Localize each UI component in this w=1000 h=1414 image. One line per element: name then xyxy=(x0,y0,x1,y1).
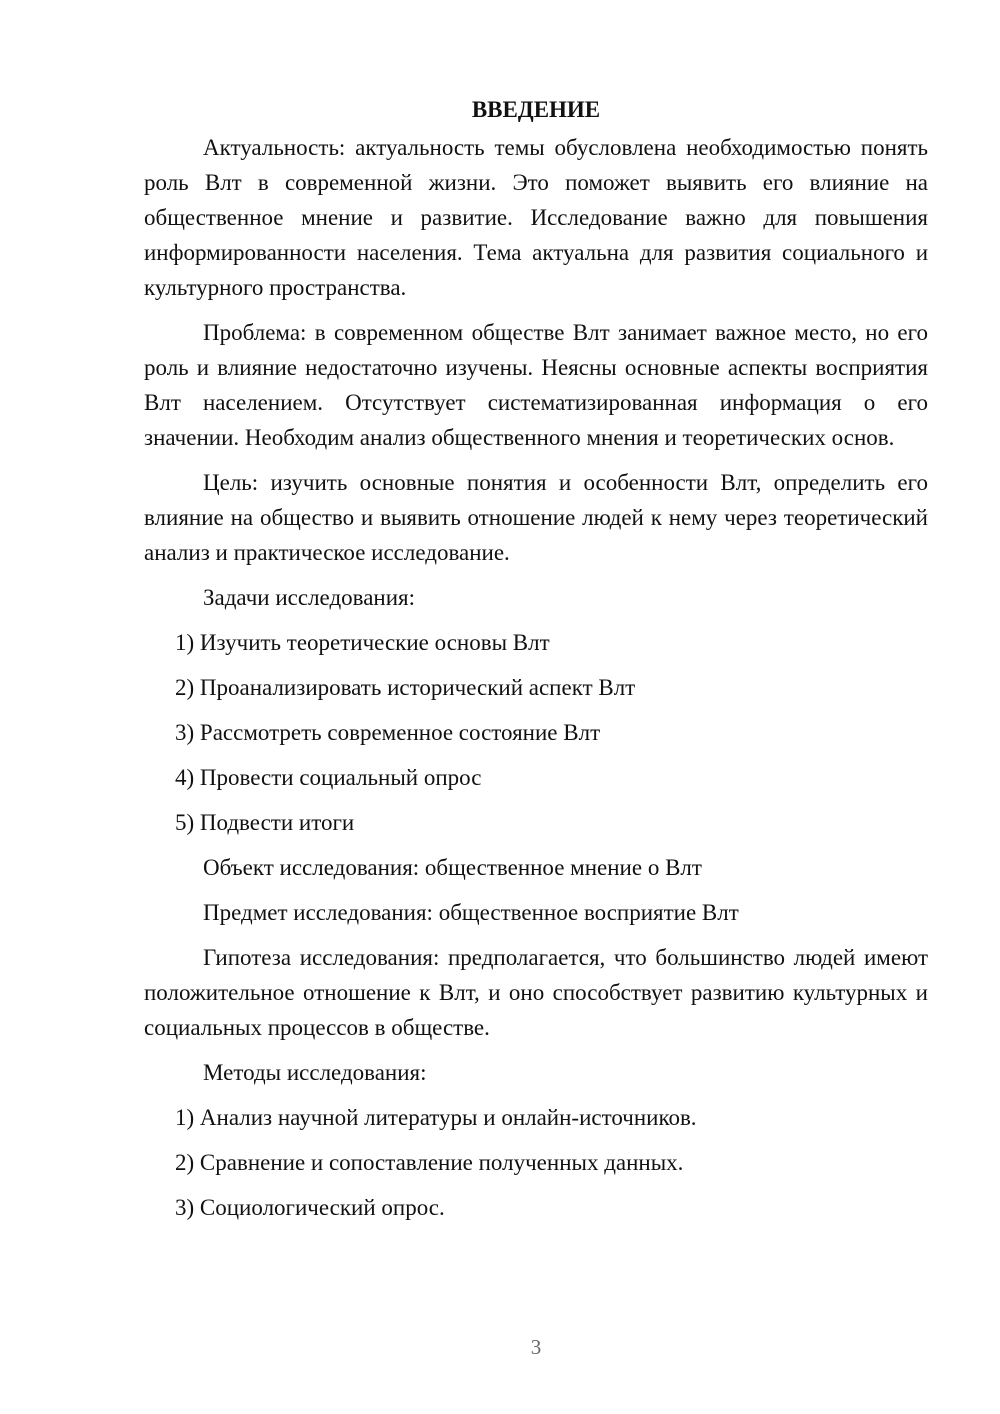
methods-title: Методы исследования: xyxy=(203,1060,427,1085)
section-heading: ВВЕДЕНИЕ xyxy=(471,97,601,122)
list-item: 3) Социологический опрос. xyxy=(175,1195,445,1220)
problem-paragraph: Проблема: в современном обществе Влт занимает важное место, но его роль и влияние недостаточно изучены. Неясны основные аспекты восприятия Влт населением. Отсутствует систематизированная информация о его значении. Необходим анализ общественного мнения и теоретических основ. xyxy=(144,320,928,450)
list-item: 2) Проанализировать исторический аспект Влт xyxy=(175,675,636,700)
tasks-list xyxy=(144,625,928,840)
goal-paragraph: Цель: изучить основные понятия и особенности Влт, определить его влияние на общество и выявить отношение людей к нему через теоретический анализ и практическое исследование. xyxy=(144,470,928,565)
methods-list xyxy=(144,1100,928,1225)
tasks-title: Задачи исследования: xyxy=(203,585,416,610)
object-line: Объект исследования: общественное мнение о Влт xyxy=(203,855,702,880)
relevance-paragraph: Актуальность: актуальность темы обусловлена необходимостью понять роль Влт в современной жизни. Это поможет выявить его влияние на общественное мнение и развитие. Исследование важно для повышения информированности населения. Тема актуальна для развития социального и культурного пространства. xyxy=(144,135,928,300)
list-item: 1) Анализ научной литературы и онлайн-источников. xyxy=(175,1105,697,1130)
list-item: 5) Подвести итоги xyxy=(175,810,355,835)
list-item: 2) Сравнение и сопоставление полученных данных. xyxy=(175,1150,684,1175)
list-item: 1) Изучить теоретические основы Влт xyxy=(175,630,550,655)
document-page xyxy=(144,90,928,1235)
hypothesis-paragraph: Гипотеза исследования: предполагается, что большинство людей имеют положительное отношение к Влт, и оно способствует развитию культурных и социальных процессов в обществе. xyxy=(144,945,928,1040)
page-number: 3 xyxy=(530,1335,542,1359)
list-item: 3) Рассмотреть современное состояние Влт xyxy=(175,720,601,745)
list-item: 4) Провести социальный опрос xyxy=(175,765,482,790)
subject-line: Предмет исследования: общественное восприятие Влт xyxy=(203,900,739,925)
